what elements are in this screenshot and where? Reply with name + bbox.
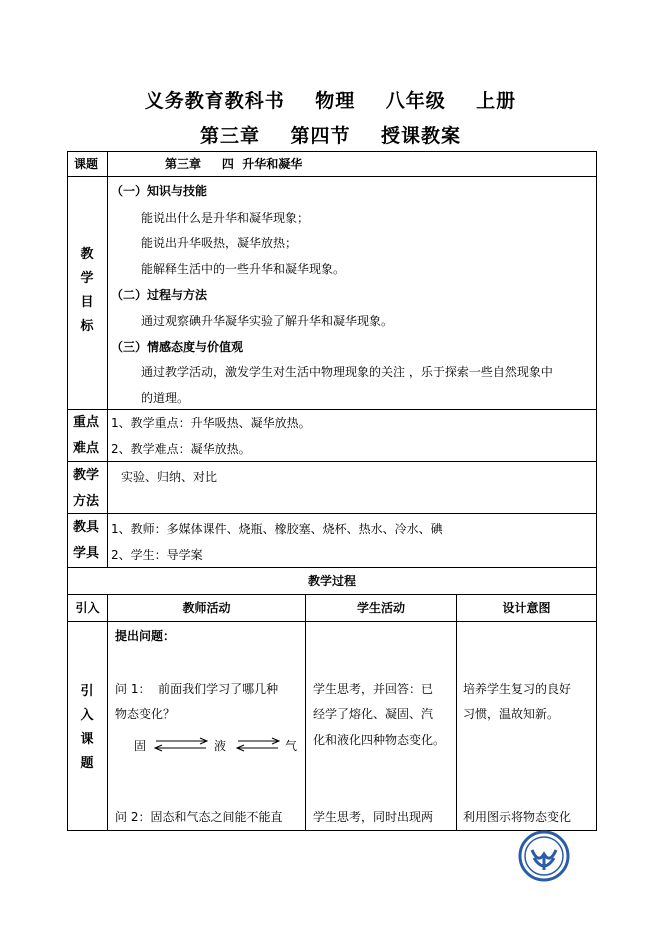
tools-item: 2、学生：导学案	[111, 548, 203, 562]
goals-section3-title: （三）情感态度与价值观	[111, 340, 244, 354]
goals-section1-item: 能说出升华吸热，凝华放热；	[141, 236, 298, 250]
process-title: 教学过程	[307, 574, 356, 588]
keypoints-label: 重点	[73, 415, 100, 430]
process-header: 教师活动	[182, 601, 231, 615]
methods-value: 实验、归纳、对比	[121, 470, 218, 484]
teacher-activity-cell	[107, 621, 306, 831]
topic-value: 第三章 四 升华和凝华	[165, 157, 303, 171]
methods-label: 方法	[73, 494, 100, 509]
methods-content-cell	[107, 461, 597, 514]
process-row-label: 引 入 课 题	[80, 684, 94, 771]
methods-label: 教学	[73, 468, 100, 483]
state-liquid: 液	[214, 739, 227, 753]
process-header: 设计意图	[502, 601, 551, 615]
state-solid: 固	[134, 739, 147, 753]
student-activity-text: 经学了熔化、凝固、汽	[313, 707, 434, 721]
goals-section1-title: （一）知识与技能	[111, 184, 208, 198]
state-gas: 气	[285, 739, 298, 753]
teacher-question-1: 物态变化？	[115, 707, 176, 721]
goals-label: 教 学 目 标	[80, 247, 94, 334]
document-title: 义务教育教科书 物理 八年级 上册	[144, 90, 517, 112]
tools-label: 教具	[73, 520, 100, 535]
topic-label: 课题	[74, 157, 99, 171]
keypoints-item: 1、教学重点：升华吸热、凝华放热。	[111, 416, 311, 430]
document-subtitle: 第三章 第四节 授课教案	[200, 125, 461, 147]
goals-section2-title: （二）过程与方法	[111, 288, 208, 302]
design-intent-text: 利用图示将物态变化	[463, 810, 572, 824]
design-intent-cell	[456, 621, 597, 831]
design-intent-text: 习惯，温故知新。	[463, 707, 560, 721]
keypoints-item: 2、教学难点：凝华放热。	[111, 442, 251, 456]
process-header: 引入	[75, 601, 100, 615]
process-header: 学生活动	[356, 601, 405, 615]
teacher-question-2: 问 2：固态和气态之间能不能直	[115, 810, 283, 824]
student-activity-text: 学生思考，并回答：已	[313, 682, 434, 696]
keypoints-label: 难点	[73, 441, 100, 456]
goals-section3-text: 的道理。	[141, 391, 190, 405]
student-activity-cell	[305, 621, 457, 831]
state-arrows-icon	[150, 736, 290, 756]
teacher-heading: 提出问题：	[115, 629, 176, 643]
student-activity-text: 学生思考，同时出现两	[313, 810, 434, 824]
design-intent-text: 培养学生复习的良好	[463, 682, 572, 696]
student-activity-text: 化和液化四种物态变化。	[313, 733, 446, 747]
tools-label: 学具	[73, 546, 100, 561]
goals-section2-item: 通过观察碘升华凝华实验了解升华和凝华现象。	[141, 314, 394, 328]
teacher-question-1: 问 1： 前面我们学习了哪几种	[115, 682, 279, 696]
goals-section3-text: 通过教学活动，激发学生对生活中物理现象的关注 ，乐于探索一些自然现象中	[141, 365, 553, 379]
goals-section1-item: 能解释生活中的一些升华和凝华现象。	[141, 262, 346, 276]
watermark-logo-icon	[518, 830, 570, 882]
goals-section1-item: 能说出什么是升华和凝华现象；	[141, 211, 310, 225]
tools-item: 1、教师：多媒体课件、烧瓶、橡胶塞、烧杯、热水、冷水、碘	[111, 522, 443, 536]
